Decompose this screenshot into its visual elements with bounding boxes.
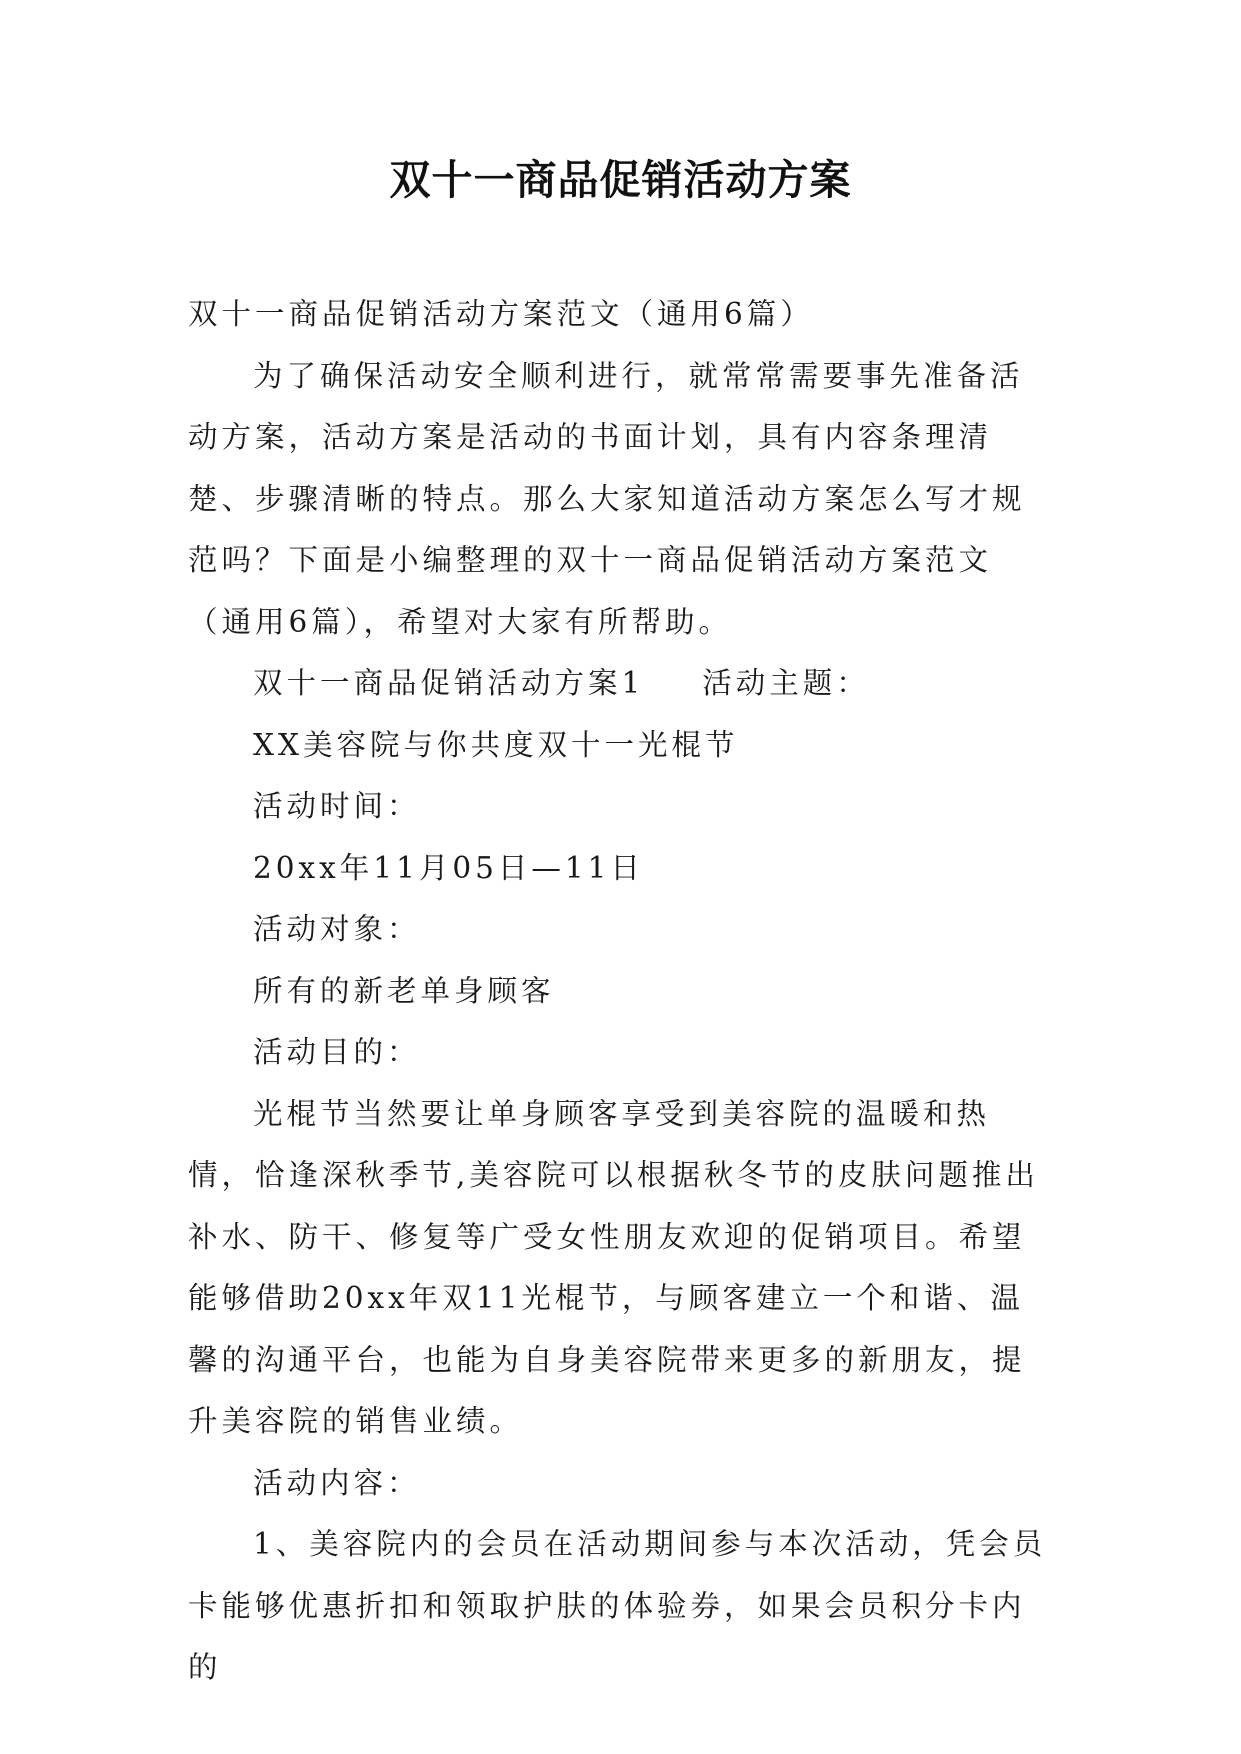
content-item-1: 1、美容院内的会员在活动期间参与本次活动，凭会员卡能够优惠折扣和领取护肤的体验券，如果会员积分卡内的 (188, 1527, 1047, 1684)
content-label: 活动内容： (253, 1465, 421, 1500)
document-title: 双十一商品促销活动方案 (389, 156, 852, 204)
purpose-label: 活动目的： (253, 1035, 421, 1069)
target-value: 所有的新老单身顾客 (253, 973, 555, 1008)
document-subtitle: 双十一商品促销活动方案范文（通用6篇） (188, 297, 814, 331)
time-label: 活动时间： (253, 789, 421, 823)
document-body (188, 284, 1050, 1699)
section1-heading: 双十一商品促销活动方案1 (253, 666, 645, 700)
theme-label: 活动主题： (702, 666, 870, 700)
target-label: 活动对象： (253, 912, 421, 946)
section-heading-line (188, 653, 1050, 715)
intro-paragraph: 为了确保活动安全顺利进行，就常常需要事先准备活动方案，活动方案是活动的书面计划，具有内容条理清楚、步骤清晰的特点。那么大家知道活动方案怎么写才规范吗？下面是小编整理的双十一商品促销活动方案范文（通用6篇），希望对大家有所帮助。 (188, 358, 1026, 639)
purpose-paragraph: 光棍节当然要让单身顾客享受到美容院的温暖和热情，恰逢深秋季节,美容院可以根据秋冬节的皮肤问题推出补水、防干、修复等广受女性朋友欢迎的促销项目。希望能够借助20xx年双11光棍节，与顾客建立一个和谐、温馨的沟通平台，也能为自身美容院带来更多的新朋友，提升美容院的销售业绩。 (188, 1096, 1039, 1438)
time-value: 20xx年11月05日—11日 (253, 850, 644, 885)
theme-value: XX美容院与你共度双十一光棍节 (253, 727, 739, 762)
